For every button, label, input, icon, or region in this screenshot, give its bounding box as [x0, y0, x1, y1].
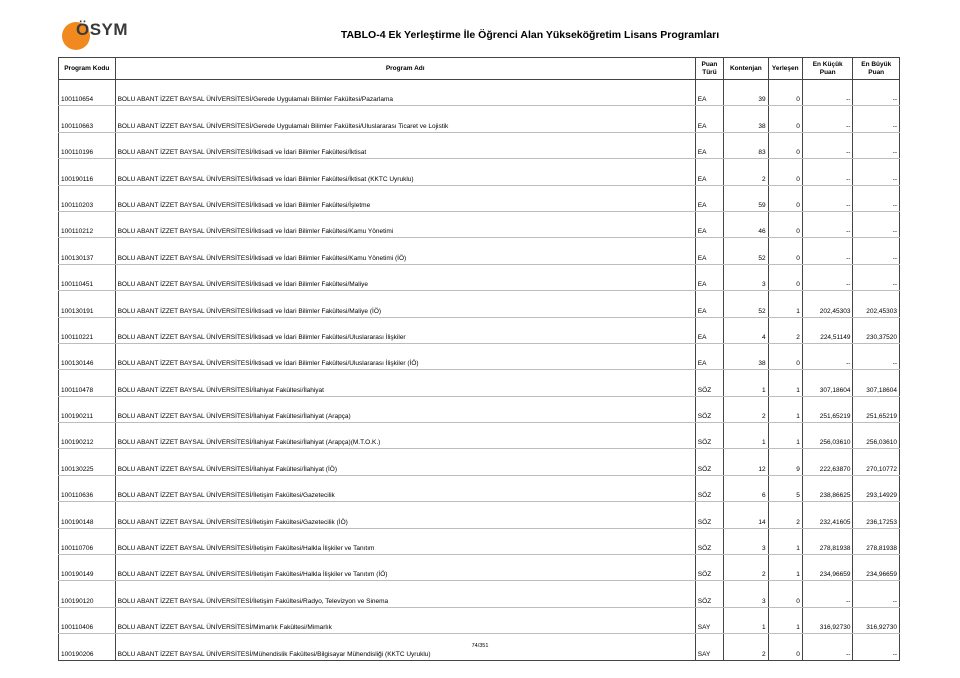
- cell-min-score: 278,81938: [802, 528, 853, 554]
- osym-logo: [62, 14, 142, 50]
- cell-max-score: --: [853, 132, 900, 158]
- cell-quota: 59: [724, 185, 768, 211]
- table-row: [59, 475, 900, 501]
- cell-placed: 1: [768, 423, 802, 449]
- cell-score-type: EA: [695, 343, 723, 369]
- cell-placed: 1: [768, 528, 802, 554]
- cell-score-type: SÖZ: [695, 475, 723, 501]
- table-row: [59, 581, 900, 607]
- cell-program-code: 100110451: [59, 264, 116, 290]
- page-title: TABLO-4 Ek Yerleştirme İle Öğrenci Alan Yükseköğretim Lisans Programları: [340, 29, 720, 41]
- cell-program-code: 100190148: [59, 502, 116, 528]
- cell-program-name: BOLU ABANT İZZET BAYSAL ÜNİVERSİTESİ/İlahiyat Fakültesi/İlahiyat: [115, 370, 695, 396]
- page-number: 74/351: [471, 643, 489, 649]
- cell-program-name: BOLU ABANT İZZET BAYSAL ÜNİVERSİTESİ/İletişim Fakültesi/Halkla İlişkiler ve Tanıtım (İÖ): [115, 555, 695, 581]
- programs-table: [58, 57, 900, 661]
- cell-max-score: --: [853, 185, 900, 211]
- cell-program-name: BOLU ABANT İZZET BAYSAL ÜNİVERSİTESİ/İktisadi ve İdari Bilimler Fakültesi/Kamu Yönetimi: [115, 211, 695, 237]
- cell-quota: 3: [724, 264, 768, 290]
- cell-program-name: BOLU ABANT İZZET BAYSAL ÜNİVERSİTESİ/İletişim Fakültesi/Gazetecilik (İÖ): [115, 502, 695, 528]
- header-max-score: En Büyük Puan: [853, 58, 900, 80]
- cell-max-score: 251,65219: [853, 396, 900, 422]
- cell-min-score: 256,03610: [802, 423, 853, 449]
- cell-min-score: --: [802, 634, 853, 660]
- cell-program-name: BOLU ABANT İZZET BAYSAL ÜNİVERSİTESİ/Mimarlık Fakültesi/Mimarlık: [115, 607, 695, 633]
- cell-placed: 0: [768, 80, 802, 106]
- cell-score-type: EA: [695, 80, 723, 106]
- cell-program-code: 100190116: [59, 159, 116, 185]
- cell-placed: 1: [768, 396, 802, 422]
- table-row: [59, 80, 900, 106]
- table-row: [59, 555, 900, 581]
- cell-min-score: 222,63870: [802, 449, 853, 475]
- cell-quota: 2: [724, 159, 768, 185]
- table-row: [59, 317, 900, 343]
- cell-program-name: BOLU ABANT İZZET BAYSAL ÜNİVERSİTESİ/İktisadi ve İdari Bilimler Fakültesi/Uluslararası İlişkiler (İÖ): [115, 343, 695, 369]
- cell-program-name: BOLU ABANT İZZET BAYSAL ÜNİVERSİTESİ/İlahiyat Fakültesi/İlahiyat (İÖ): [115, 449, 695, 475]
- cell-max-score: --: [853, 211, 900, 237]
- cell-min-score: --: [802, 211, 853, 237]
- cell-score-type: SÖZ: [695, 581, 723, 607]
- table-row: [59, 106, 900, 132]
- cell-max-score: --: [853, 264, 900, 290]
- header-program-name: Program Adı: [115, 58, 695, 80]
- cell-program-code: 100110406: [59, 607, 116, 633]
- cell-min-score: --: [802, 238, 853, 264]
- header-quota: Kontenjan: [724, 58, 768, 80]
- cell-program-code: 100110196: [59, 132, 116, 158]
- table-row: [59, 238, 900, 264]
- cell-quota: 38: [724, 106, 768, 132]
- cell-max-score: 236,17253: [853, 502, 900, 528]
- cell-placed: 0: [768, 211, 802, 237]
- table-row: [59, 396, 900, 422]
- cell-program-code: 100130191: [59, 291, 116, 317]
- cell-quota: 3: [724, 581, 768, 607]
- cell-program-name: BOLU ABANT İZZET BAYSAL ÜNİVERSİTESİ/İktisadi ve İdari Bilimler Fakültesi/Kamu Yönetimi (İÖ): [115, 238, 695, 264]
- cell-program-code: 100110221: [59, 317, 116, 343]
- cell-max-score: --: [853, 238, 900, 264]
- table-row: [59, 607, 900, 633]
- cell-max-score: --: [853, 106, 900, 132]
- cell-max-score: --: [853, 634, 900, 660]
- cell-max-score: 278,81938: [853, 528, 900, 554]
- cell-placed: 2: [768, 317, 802, 343]
- cell-program-code: 100110654: [59, 80, 116, 106]
- cell-program-name: BOLU ABANT İZZET BAYSAL ÜNİVERSİTESİ/İktisadi ve İdari Bilimler Fakültesi/İktisat (KKTC Uyruklu): [115, 159, 695, 185]
- cell-program-code: 100110212: [59, 211, 116, 237]
- cell-quota: 2: [724, 634, 768, 660]
- cell-program-name: BOLU ABANT İZZET BAYSAL ÜNİVERSİTESİ/İletişim Fakültesi/Radyo, Televizyon ve Sinema: [115, 581, 695, 607]
- cell-program-name: BOLU ABANT İZZET BAYSAL ÜNİVERSİTESİ/İktisadi ve İdari Bilimler Fakültesi/Maliye: [115, 264, 695, 290]
- cell-score-type: EA: [695, 291, 723, 317]
- cell-min-score: 232,41605: [802, 502, 853, 528]
- logo-text: ÖSYM: [76, 20, 129, 39]
- cell-placed: 2: [768, 502, 802, 528]
- cell-program-name: BOLU ABANT İZZET BAYSAL ÜNİVERSİTESİ/İlahiyat Fakültesi/İlahiyat (Arapça): [115, 396, 695, 422]
- cell-min-score: --: [802, 132, 853, 158]
- cell-quota: 2: [724, 396, 768, 422]
- cell-quota: 1: [724, 370, 768, 396]
- cell-program-code: 100110478: [59, 370, 116, 396]
- cell-placed: 5: [768, 475, 802, 501]
- cell-max-score: 270,10772: [853, 449, 900, 475]
- cell-program-code: 100110706: [59, 528, 116, 554]
- table-row: [59, 502, 900, 528]
- cell-quota: 1: [724, 607, 768, 633]
- cell-program-code: 100130137: [59, 238, 116, 264]
- cell-max-score: 307,18604: [853, 370, 900, 396]
- cell-program-name: BOLU ABANT İZZET BAYSAL ÜNİVERSİTESİ/Gerede Uygulamalı Bilimler Fakültesi/Uluslararası Ticaret ve Lojistik: [115, 106, 695, 132]
- cell-score-type: EA: [695, 317, 723, 343]
- cell-program-name: BOLU ABANT İZZET BAYSAL ÜNİVERSİTESİ/İktisadi ve İdari Bilimler Fakültesi/İktisat: [115, 132, 695, 158]
- cell-placed: 0: [768, 581, 802, 607]
- cell-placed: 1: [768, 291, 802, 317]
- cell-program-code: 100110203: [59, 185, 116, 211]
- table-row: [59, 370, 900, 396]
- cell-min-score: --: [802, 185, 853, 211]
- cell-program-name: BOLU ABANT İZZET BAYSAL ÜNİVERSİTESİ/İktisadi ve İdari Bilimler Fakültesi/İşletme: [115, 185, 695, 211]
- cell-score-type: EA: [695, 238, 723, 264]
- cell-score-type: SÖZ: [695, 555, 723, 581]
- cell-quota: 6: [724, 475, 768, 501]
- cell-min-score: --: [802, 80, 853, 106]
- cell-min-score: --: [802, 264, 853, 290]
- table-row: [59, 132, 900, 158]
- cell-max-score: --: [853, 343, 900, 369]
- cell-quota: 3: [724, 528, 768, 554]
- table-row: [59, 291, 900, 317]
- cell-min-score: --: [802, 106, 853, 132]
- cell-max-score: 230,37520: [853, 317, 900, 343]
- cell-quota: 38: [724, 343, 768, 369]
- cell-program-code: 100190211: [59, 396, 116, 422]
- table-row: [59, 159, 900, 185]
- cell-quota: 46: [724, 211, 768, 237]
- cell-placed: 0: [768, 264, 802, 290]
- cell-min-score: --: [802, 343, 853, 369]
- cell-program-name: BOLU ABANT İZZET BAYSAL ÜNİVERSİTESİ/İktisadi ve İdari Bilimler Fakültesi/Maliye (İÖ): [115, 291, 695, 317]
- cell-min-score: 202,45303: [802, 291, 853, 317]
- cell-max-score: 256,03610: [853, 423, 900, 449]
- cell-score-type: SÖZ: [695, 449, 723, 475]
- cell-max-score: 293,14929: [853, 475, 900, 501]
- cell-program-code: 100190212: [59, 423, 116, 449]
- cell-quota: 52: [724, 238, 768, 264]
- cell-score-type: SÖZ: [695, 423, 723, 449]
- cell-placed: 9: [768, 449, 802, 475]
- cell-program-name: BOLU ABANT İZZET BAYSAL ÜNİVERSİTESİ/İlahiyat Fakültesi/İlahiyat (Arapça)(M.T.O.K.): [115, 423, 695, 449]
- cell-quota: 1: [724, 423, 768, 449]
- table-row: [59, 185, 900, 211]
- cell-placed: 0: [768, 132, 802, 158]
- table-row: [59, 211, 900, 237]
- cell-quota: 39: [724, 80, 768, 106]
- table-header-row: [59, 58, 900, 80]
- header-min-score: En Küçük Puan: [802, 58, 853, 80]
- cell-min-score: --: [802, 581, 853, 607]
- cell-score-type: SAY: [695, 607, 723, 633]
- cell-min-score: 251,65219: [802, 396, 853, 422]
- cell-program-code: 100190149: [59, 555, 116, 581]
- table-row: [59, 343, 900, 369]
- cell-score-type: SÖZ: [695, 396, 723, 422]
- cell-program-name: BOLU ABANT İZZET BAYSAL ÜNİVERSİTESİ/İletişim Fakültesi/Gazetecilik: [115, 475, 695, 501]
- cell-max-score: 316,92730: [853, 607, 900, 633]
- cell-program-code: 100130146: [59, 343, 116, 369]
- table-row: [59, 528, 900, 554]
- cell-score-type: EA: [695, 185, 723, 211]
- header-placed: Yerleşen: [768, 58, 802, 80]
- cell-quota: 12: [724, 449, 768, 475]
- cell-score-type: SÖZ: [695, 370, 723, 396]
- cell-program-code: 100190120: [59, 581, 116, 607]
- cell-quota: 2: [724, 555, 768, 581]
- cell-quota: 4: [724, 317, 768, 343]
- table-row: [59, 423, 900, 449]
- cell-min-score: 224,51149: [802, 317, 853, 343]
- cell-score-type: EA: [695, 159, 723, 185]
- cell-score-type: EA: [695, 211, 723, 237]
- cell-placed: 0: [768, 238, 802, 264]
- cell-placed: 0: [768, 106, 802, 132]
- cell-max-score: 234,96659: [853, 555, 900, 581]
- cell-placed: 0: [768, 343, 802, 369]
- cell-program-name: BOLU ABANT İZZET BAYSAL ÜNİVERSİTESİ/İletişim Fakültesi/Halkla İlişkiler ve Tanıtım: [115, 528, 695, 554]
- cell-quota: 83: [724, 132, 768, 158]
- cell-placed: 0: [768, 185, 802, 211]
- cell-program-name: BOLU ABANT İZZET BAYSAL ÜNİVERSİTESİ/Mühendislik Fakültesi/Bilgisayar Mühendisliği (KKTC Uyruklu): [115, 634, 695, 660]
- cell-program-code: 100130225: [59, 449, 116, 475]
- cell-score-type: SÖZ: [695, 502, 723, 528]
- cell-placed: 1: [768, 370, 802, 396]
- table-row: [59, 449, 900, 475]
- cell-program-code: 100110663: [59, 106, 116, 132]
- cell-min-score: 238,86625: [802, 475, 853, 501]
- header-program-code: Program Kodu: [59, 58, 116, 80]
- cell-placed: 1: [768, 607, 802, 633]
- cell-program-name: BOLU ABANT İZZET BAYSAL ÜNİVERSİTESİ/İktisadi ve İdari Bilimler Fakültesi/Uluslararası İlişkiler: [115, 317, 695, 343]
- cell-score-type: EA: [695, 106, 723, 132]
- cell-min-score: 234,96659: [802, 555, 853, 581]
- cell-program-name: BOLU ABANT İZZET BAYSAL ÜNİVERSİTESİ/Gerede Uygulamalı Bilimler Fakültesi/Pazarlama: [115, 80, 695, 106]
- cell-max-score: 202,45303: [853, 291, 900, 317]
- cell-min-score: 307,18604: [802, 370, 853, 396]
- header-score-type: Puan Türü: [695, 58, 723, 80]
- cell-program-code: 100190206: [59, 634, 116, 660]
- cell-score-type: EA: [695, 132, 723, 158]
- cell-min-score: --: [802, 159, 853, 185]
- cell-score-type: SÖZ: [695, 528, 723, 554]
- cell-placed: 0: [768, 634, 802, 660]
- cell-quota: 14: [724, 502, 768, 528]
- cell-max-score: --: [853, 80, 900, 106]
- table-row: [59, 264, 900, 290]
- cell-placed: 1: [768, 555, 802, 581]
- cell-score-type: EA: [695, 264, 723, 290]
- cell-placed: 0: [768, 159, 802, 185]
- cell-min-score: 316,92730: [802, 607, 853, 633]
- cell-quota: 52: [724, 291, 768, 317]
- cell-max-score: --: [853, 159, 900, 185]
- cell-score-type: SAY: [695, 634, 723, 660]
- cell-program-code: 100110636: [59, 475, 116, 501]
- cell-max-score: --: [853, 581, 900, 607]
